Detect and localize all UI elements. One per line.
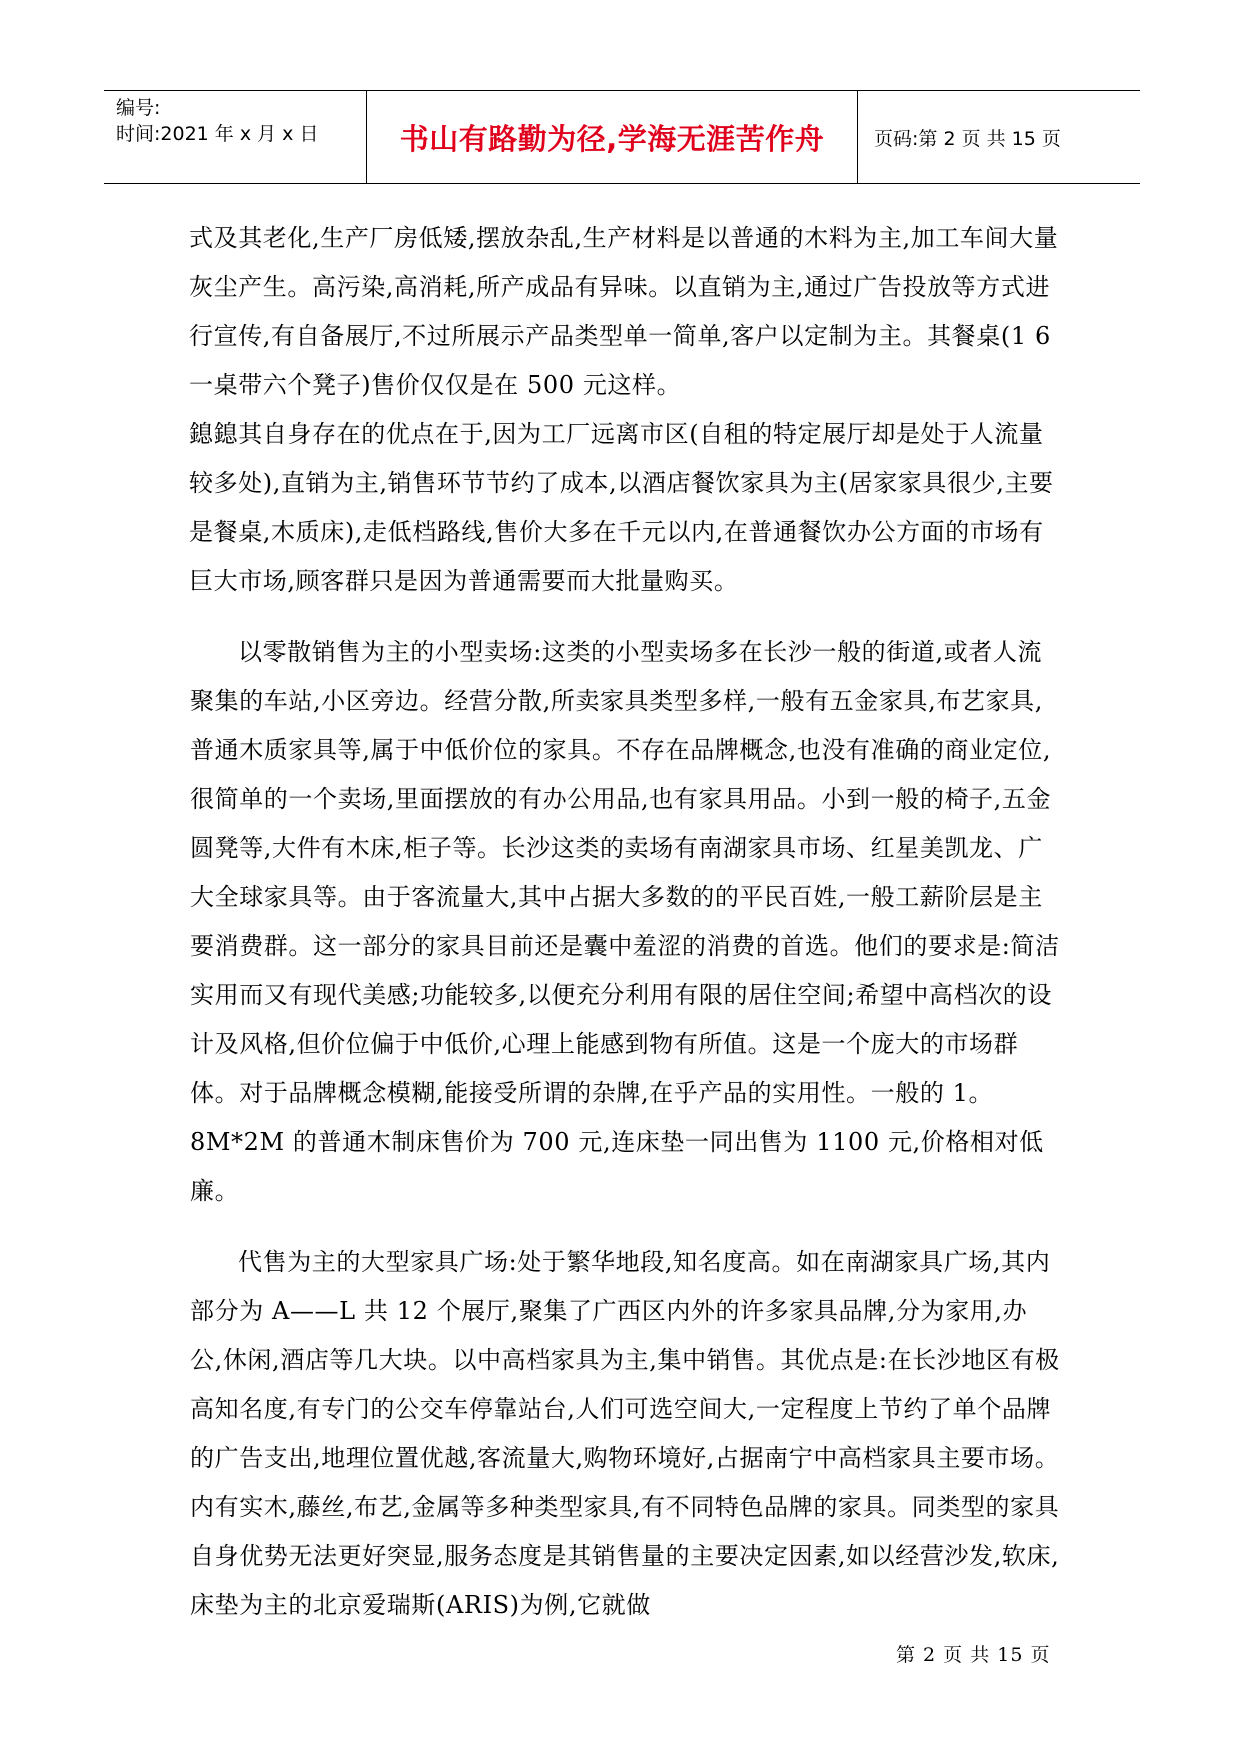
paragraph-small-retail: 以零散销售为主的小型卖场:这类的小型卖场多在长沙一般的街道,或者人流聚集的车站,小区旁边。经营分散,所卖家具类型多样,一般有五金家具,布艺家具,普通木质家具等,属于中低价位的家具。不存在品牌概念,也没有准确的商业定位,很简单的一个卖场,里面摆放的有办公用品,也有家具用品。小到一般的椅子,五金圆凳等,大件有木床,柜子等。长沙这类的卖场有南湖家具市场、红星美凯龙、广大全球家具等。由于客流量大,其中占据大多数的的平民百姓,一般工薪阶层是主要消费群。这一部分的家具目前还是囊中羞涩的消费的首选。他们的要求是:简洁实用而又有现代美感;功能较多,以便充分利用有限的居住空间;希望中高档次的设计及风格,但价位偏于中低价,心理上能感到物有所值。这是一个庞大的市场群体。对于品牌概念模糊,能接受所谓的杂牌,在乎产品的实用性。一般的 1。8M*2M 的普通木制床售价为 700 元,连床垫一同出售为 1100 元,价格相对低廉。 (190, 638, 1060, 1205)
document-body (190, 214, 1060, 1630)
document-header (104, 90, 1140, 184)
header-meta (104, 91, 366, 183)
paragraph-continuation: 式及其老化,生产厂房低矮,摆放杂乱,生产材料是以普通的木料为主,加工车间大量灰尘产生。高污染,高消耗,所产成品有异味。以直销为主,通过广告投放等方式进行宣传,有自备展厅,不过所展示产品类型单一简单,客户以定制为主。其餐桌(1 6一桌带六个凳子)售价仅仅是在 500 元这样。 (189, 224, 1059, 399)
header-page-cell (858, 91, 1140, 183)
header-motto: 书山有路勤为径,学海无涯苦作舟 (399, 121, 825, 156)
header-motto-cell (366, 91, 858, 183)
page-footer: 第 2 页 共 15 页 (896, 1644, 1051, 1666)
document-number-label: 编号: (116, 97, 161, 119)
paragraph-gap (190, 1216, 1060, 1238)
paragraph-advantages: 鎴鎴其自身存在的优点在于,因为工厂远离市区(自租的特定展厅却是处于人流量较多处),直销为主,销售环节节约了成本,以酒店餐饮家具为主(居家家具很少,主要是餐桌,木质床),走低档路线,售价大多在千元以内,在普通餐饮办公方面的市场有巨大市场,顾客群只是因为普通需要而大批量购买。 (189, 420, 1054, 595)
header-page-number: 页码:第 2 页 共 15 页 (874, 127, 1061, 150)
paragraph-large-plaza: 代售为主的大型家具广场:处于繁华地段,知名度高。如在南湖家具广场,其内部分为 A——L 共 12 个展厅,聚集了广西区内外的许多家具品牌,分为家用,办公,休闲,酒店等几大块。以中高档家具为主,集中销售。其优点是:在长沙地区有极高知名度,有专门的公交车停靠站台,人们可选空间大,一定程度上节约了单个品牌的广告支出,地理位置优越,客流量大,购物环境好,占据南宁中高档家具主要市场。内有实木,藤丝,布艺,金属等多种类型家具,有不同特色品牌的家具。同类型的家具自身优势无法更好突显,服务态度是其销售量的主要决定因素,如以经营沙发,软床,床垫为主的北京爱瑞斯(ARIS)为例,它就做 (190, 1248, 1060, 1619)
paragraph-gap (190, 606, 1060, 628)
document-time-label: 时间:2021 年 x 月 x 日 (116, 123, 319, 145)
